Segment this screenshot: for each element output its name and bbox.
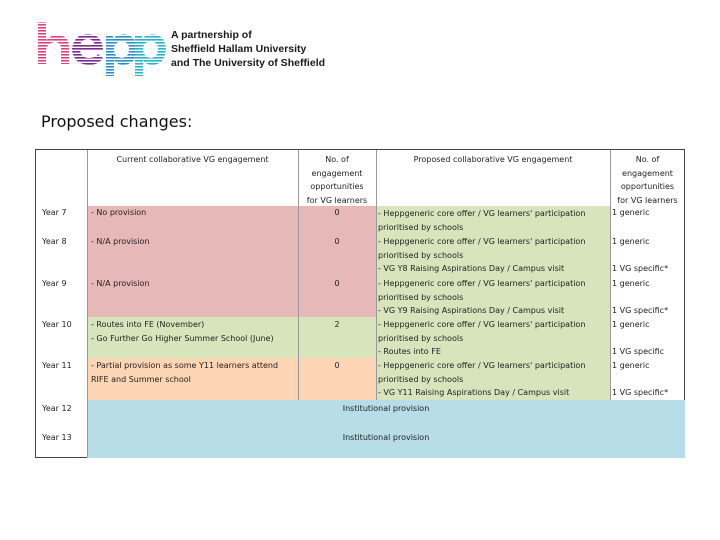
row-label-year-12: Year 12 bbox=[42, 404, 72, 413]
learners-line: 1 generic bbox=[612, 361, 650, 370]
learners-line: 1 generic bbox=[612, 320, 650, 329]
vg-engagement-table bbox=[35, 149, 685, 458]
hepp-logo bbox=[36, 18, 336, 78]
proposed-line: - Heppgeneric core offer / VG learners' participation bbox=[378, 209, 586, 218]
current-y11 bbox=[91, 359, 278, 386]
header-current: Current collaborative VG engagement bbox=[116, 155, 269, 164]
count-y9: 0 bbox=[334, 279, 340, 288]
row-label-year-7: Year 7 bbox=[42, 208, 67, 217]
current-line: RIFE and Summer school bbox=[91, 374, 191, 384]
proposed-line: prioritised by schools bbox=[378, 250, 464, 260]
current-y10 bbox=[91, 318, 274, 345]
partnership-line: and The University of Sheffield bbox=[171, 57, 326, 69]
page-title: Proposed changes: bbox=[41, 112, 193, 131]
institutional-provision-y13: Institutional provision bbox=[342, 433, 430, 442]
header-line: engagement bbox=[622, 168, 673, 178]
row-label-year-11: Year 11 bbox=[42, 361, 72, 370]
count-y8: 0 bbox=[334, 237, 340, 246]
partnership-line: A partnership of bbox=[171, 29, 252, 41]
learners-line bbox=[612, 291, 668, 305]
header-line: No. of bbox=[635, 155, 660, 164]
learners-line: 1 VG specific* bbox=[612, 388, 669, 397]
header-line: for VG learners bbox=[617, 195, 678, 205]
header-line: engagement bbox=[311, 168, 363, 178]
header-no-learners bbox=[610, 153, 685, 207]
current-line: - Go Further Go Higher Summer School (June) bbox=[91, 333, 274, 343]
header-no-opportunities bbox=[298, 153, 376, 207]
current-y8: - N/A provision bbox=[91, 237, 150, 246]
proposed-line: - Heppgeneric core offer / VG learners' participation bbox=[378, 279, 586, 288]
row-label-year-13: Year 13 bbox=[42, 433, 72, 442]
current-y9: - N/A provision bbox=[91, 279, 150, 288]
learners-y10 bbox=[612, 318, 664, 359]
learners-line: 1 VG specific* bbox=[612, 306, 669, 315]
learners-line: 1 VG specific* bbox=[612, 264, 669, 273]
learners-line: 1 VG specific bbox=[612, 347, 665, 356]
proposed-line: prioritised by schools bbox=[378, 222, 464, 232]
current-y7: - No provision bbox=[91, 208, 147, 217]
header-line: for VG learners bbox=[306, 195, 368, 205]
learners-line: 1 generic bbox=[612, 237, 650, 246]
learners-line bbox=[612, 332, 664, 346]
proposed-line: prioritised by schools bbox=[378, 333, 464, 343]
column-divider bbox=[376, 150, 377, 400]
count-y11: 0 bbox=[334, 361, 340, 370]
proposed-line: - Heppgeneric core offer / VG learners' participation bbox=[378, 320, 586, 329]
current-line: - Routes into FE (November) bbox=[91, 320, 205, 329]
learners-y9 bbox=[612, 277, 668, 318]
count-y7: 0 bbox=[334, 208, 340, 217]
count-y10: 2 bbox=[334, 320, 340, 329]
row-label-year-10: Year 10 bbox=[42, 320, 72, 329]
learners-y11 bbox=[612, 359, 668, 400]
learners-line: 1 generic bbox=[612, 279, 650, 288]
proposed-line: prioritised by schools bbox=[378, 374, 464, 384]
proposed-line: - Heppgeneric core offer / VG learners' participation bbox=[378, 361, 586, 370]
header-line: No. of bbox=[325, 155, 349, 164]
header-line: opportunities bbox=[620, 182, 675, 191]
cell-bg-current-y7-y9 bbox=[87, 206, 410, 317]
learners-y8 bbox=[612, 235, 668, 276]
partnership-text bbox=[171, 28, 325, 70]
learners-line: 1 generic bbox=[612, 208, 650, 217]
proposed-line: - VG Y8 Raising Aspirations Day / Campus visit bbox=[378, 264, 565, 273]
header-line: opportunities bbox=[310, 182, 364, 191]
current-line: - Partial provision as some Y11 learners attend bbox=[91, 361, 279, 370]
proposed-line: prioritised by schools bbox=[378, 292, 464, 302]
learners-line bbox=[612, 373, 668, 387]
proposed-y8 bbox=[378, 235, 585, 276]
row-label-year-8: Year 8 bbox=[42, 237, 67, 246]
proposed-line: - Heppgeneric core offer / VG learners' participation bbox=[378, 237, 586, 246]
proposed-y11 bbox=[378, 359, 585, 400]
header-proposed: Proposed collaborative VG engagement bbox=[413, 155, 573, 164]
proposed-line: - VG Y11 Raising Aspirations Day / Campus visit bbox=[378, 388, 570, 397]
proposed-y7 bbox=[378, 207, 585, 234]
learners-y7 bbox=[612, 206, 650, 220]
institutional-provision-y12: Institutional provision bbox=[342, 404, 430, 413]
proposed-y10 bbox=[378, 318, 585, 359]
hepp-logo-icon bbox=[36, 18, 166, 78]
row-label-year-9: Year 9 bbox=[42, 279, 67, 288]
proposed-line: - VG Y9 Raising Aspirations Day / Campus visit bbox=[378, 306, 565, 315]
learners-line bbox=[612, 249, 668, 263]
proposed-y9 bbox=[378, 277, 585, 318]
proposed-line: - Routes into FE bbox=[378, 347, 441, 356]
partnership-line: Sheffield Hallam University bbox=[171, 43, 307, 55]
